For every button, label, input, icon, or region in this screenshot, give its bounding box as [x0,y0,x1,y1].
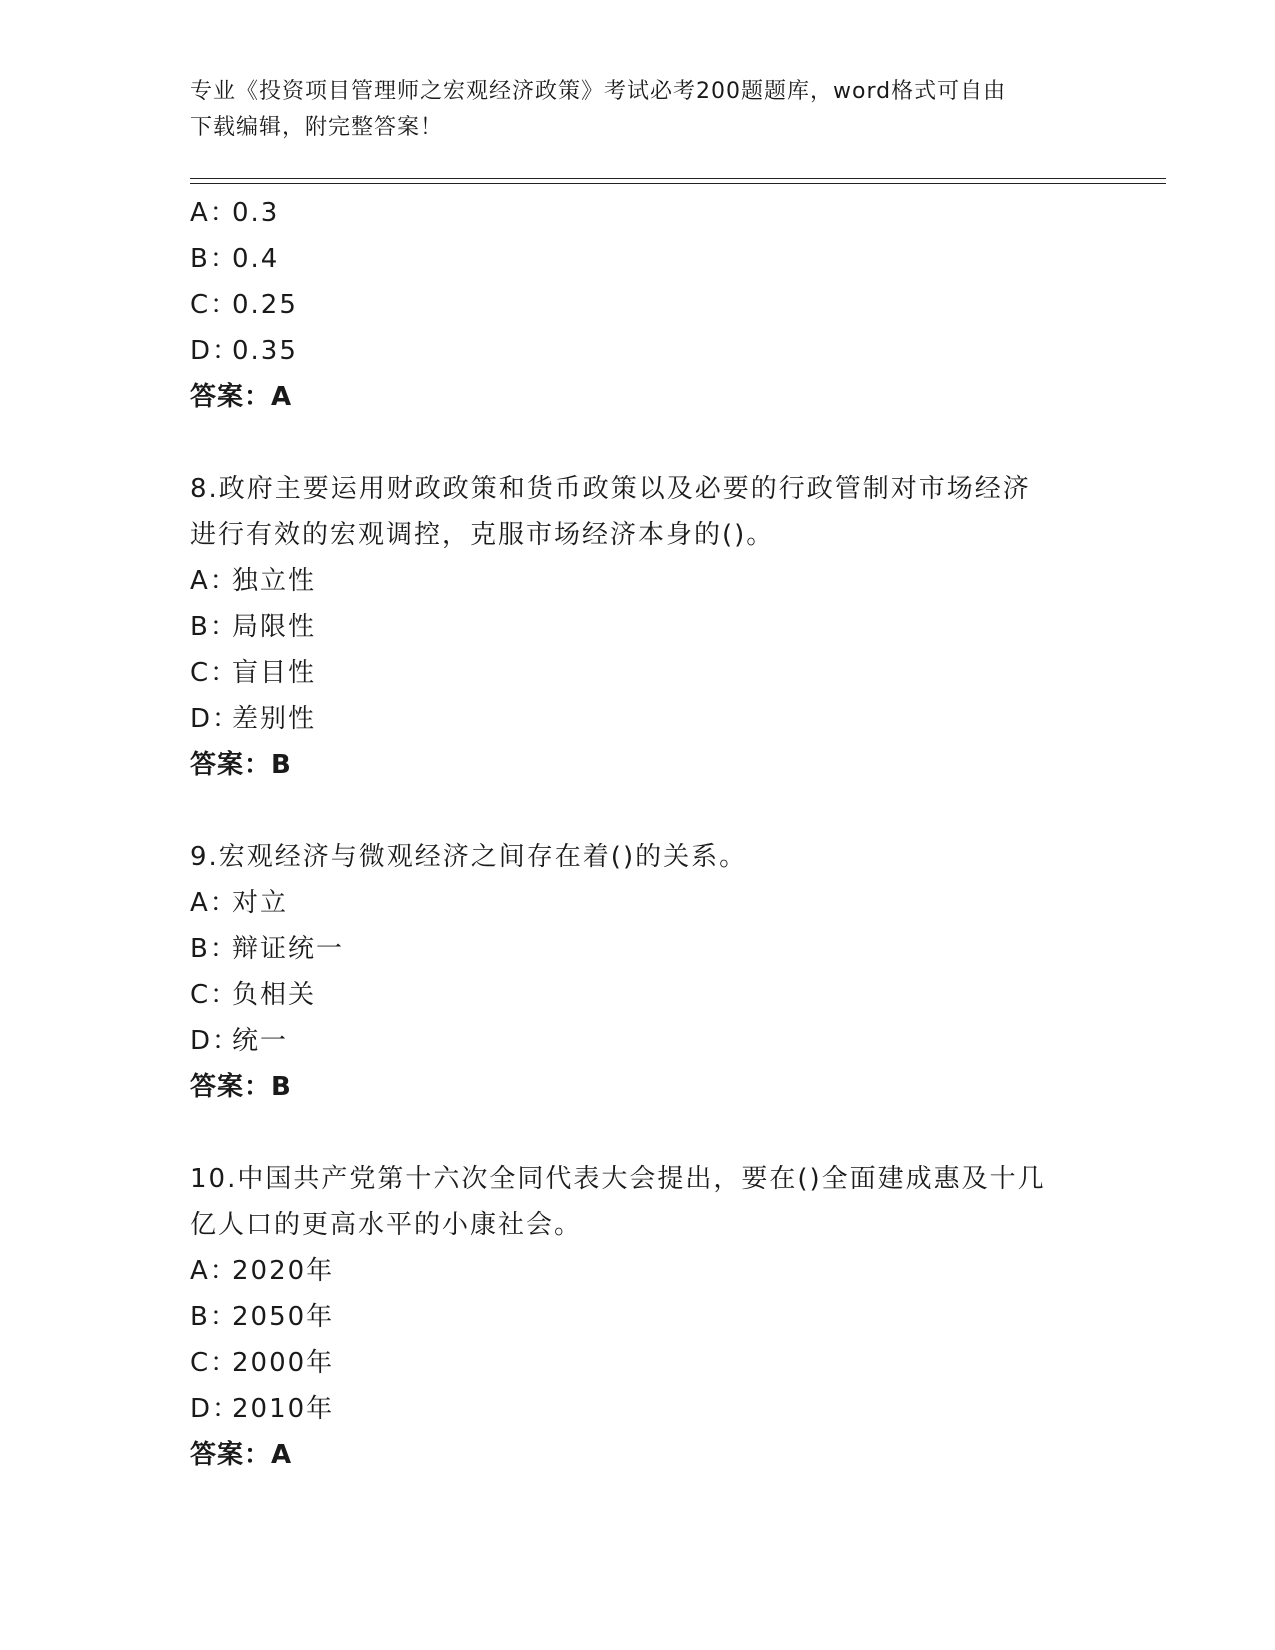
header-line-1: 专业《投资项目管理师之宏观经济政策》考试必考200题题库，word格式可自由 [190,79,1007,104]
option-label: A： [190,1256,238,1286]
header-divider-top [190,178,1166,179]
option-text: 独立性 [232,566,317,596]
option-label: D： [190,1394,241,1424]
option-label: D： [190,336,241,366]
option-c [190,972,1090,1018]
spacer [190,1110,1090,1156]
question-text-line-2: 亿人口的更高水平的小康社会。 [190,1210,583,1240]
option-label: C： [190,658,239,688]
question-text [190,834,1090,880]
header-line-2: 下载编辑，附完整答案！ [190,115,444,140]
option-text: 对立 [232,888,289,918]
option-text: 负相关 [232,980,317,1010]
option-text: 0.3 [232,198,280,228]
spacer [190,788,1090,834]
question-8 [190,466,1090,788]
option-a [190,880,1090,926]
option-label: D： [190,1026,241,1056]
option-text: 差别性 [232,704,317,734]
answer-line: 答案：B [190,750,292,780]
option-c [190,1340,1090,1386]
option-text: 辩证统一 [232,934,345,964]
question-text-line-2: 进行有效的宏观调控，克服市场经济本身的()。 [190,520,775,550]
option-text: 局限性 [232,612,317,642]
option-text: 2020年 [232,1256,335,1286]
option-label: B： [190,934,238,964]
option-d [190,1386,1090,1432]
option-c [190,282,1090,328]
option-label: A： [190,888,238,918]
answer-line: 答案：B [190,1072,292,1102]
option-text: 盲目性 [232,658,317,688]
option-text: 2050年 [232,1302,335,1332]
option-label: C： [190,1348,239,1378]
option-text: 0.35 [232,336,298,366]
question-text [190,1156,1090,1248]
header-divider-bottom [190,183,1166,184]
option-label: C： [190,980,239,1010]
question-text-line-1: 9.宏观经济与微观经济之间存在着()的关系。 [190,842,748,872]
option-label: A： [190,566,238,596]
answer-line: 答案：A [190,382,293,412]
option-label: B： [190,244,238,274]
question-text [190,466,1090,558]
question-list [190,190,1090,1478]
option-label: A： [190,198,238,228]
option-d [190,696,1090,742]
option-a [190,558,1090,604]
option-label: D： [190,704,241,734]
option-b [190,236,1090,282]
option-b [190,604,1090,650]
option-text: 0.4 [232,244,280,274]
option-b [190,926,1090,972]
option-label: B： [190,612,238,642]
question-10 [190,1156,1090,1478]
option-text: 0.25 [232,290,298,320]
document-header [190,74,1090,146]
answer-line: 答案：A [190,1440,293,1470]
option-a [190,1248,1090,1294]
option-text: 2010年 [232,1394,335,1424]
option-text: 统一 [232,1026,289,1056]
option-label: C： [190,290,239,320]
option-text: 2000年 [232,1348,335,1378]
option-a [190,190,1090,236]
spacer [190,420,1090,466]
option-d [190,328,1090,374]
question-text-line-1: 10.中国共产党第十六次全同代表大会提出，要在()全面建成惠及十几 [190,1164,1046,1194]
question-9 [190,834,1090,1110]
question-text-line-1: 8.政府主要运用财政政策和货币政策以及必要的行政管制对市场经济 [190,474,1031,504]
option-label: B： [190,1302,238,1332]
option-c [190,650,1090,696]
option-d [190,1018,1090,1064]
option-b [190,1294,1090,1340]
question-7 [190,190,1090,420]
